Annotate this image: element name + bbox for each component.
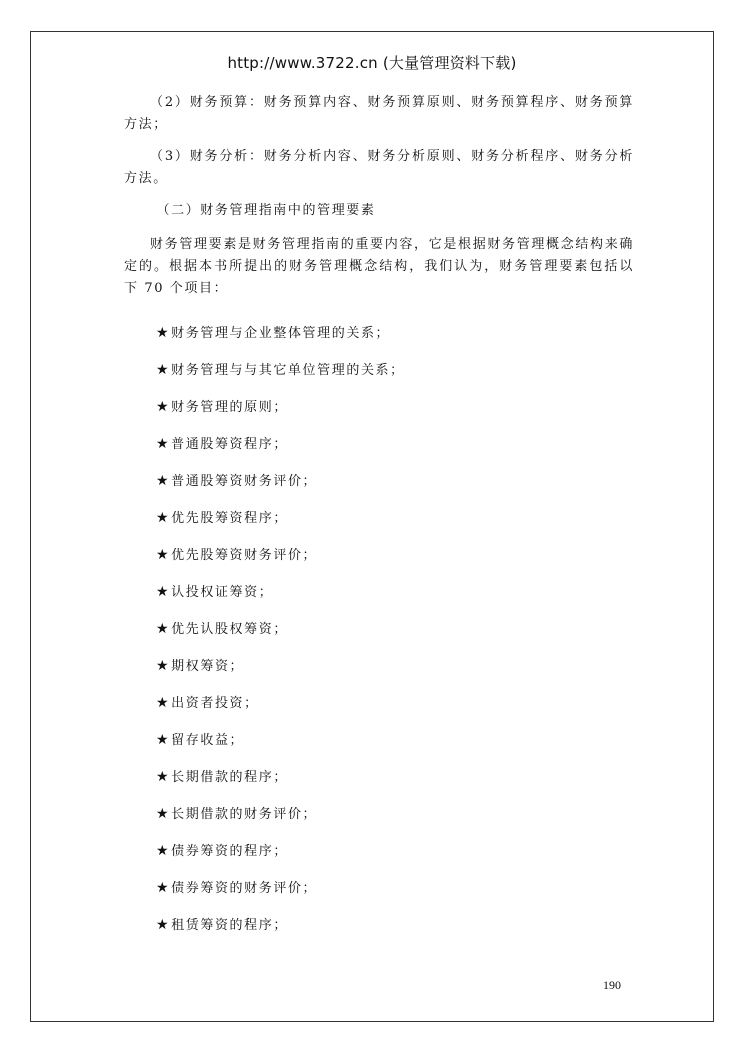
- list-item-label: 财务管理的原则；: [171, 400, 288, 415]
- list-item-label: 优先股筹资财务评价；: [171, 548, 318, 563]
- paragraph-financial-analysis: （3）财务分析：财务分析内容、财务分析原则、财务分析程序、财务分析方法。: [124, 149, 634, 186]
- list-item-label: 普通股筹资财务评价；: [171, 474, 318, 489]
- black-star-icon: ★: [156, 473, 171, 489]
- list-item: [124, 692, 634, 729]
- list-item: [124, 840, 634, 877]
- black-star-icon: ★: [156, 436, 171, 452]
- black-star-icon: ★: [156, 880, 171, 896]
- paragraph-financial-budget: （2）财务预算：财务预算内容、财务预算原则、财务预算程序、财务预算方法；: [124, 95, 634, 132]
- list-item-label: 认投权证筹资；: [171, 585, 274, 600]
- black-star-icon: ★: [156, 843, 171, 859]
- black-star-icon: ★: [156, 399, 171, 415]
- list-item-label: 债券筹资的财务评价；: [171, 881, 318, 896]
- black-star-icon: ★: [156, 917, 171, 933]
- black-star-icon: ★: [156, 658, 171, 674]
- list-item: [124, 581, 634, 618]
- paragraph-intro: 财务管理要素是财务管理指南的重要内容，它是根据财务管理概念结构来确定的。根据本书所提出的财务管理概念结构，我们认为，财务管理要素包括以下 70 个项目：: [124, 237, 634, 296]
- black-star-icon: ★: [156, 547, 171, 563]
- list-item-label: 出资者投资；: [171, 696, 259, 711]
- list-item-label: 长期借款的财务评价；: [171, 807, 318, 822]
- black-star-icon: ★: [156, 806, 171, 822]
- list-item: [124, 433, 634, 470]
- black-star-icon: ★: [156, 732, 171, 748]
- list-item-label: 财务管理与与其它单位管理的关系；: [171, 363, 405, 378]
- list-item: [124, 803, 634, 840]
- list-item: [124, 729, 634, 766]
- list-item: [124, 914, 634, 951]
- list-item-label: 留存收益；: [171, 733, 245, 748]
- list-item: [124, 618, 634, 655]
- list-item: [124, 507, 634, 544]
- black-star-icon: ★: [156, 510, 171, 526]
- list-item: [124, 655, 634, 692]
- list-item-label: 期权筹资；: [171, 659, 245, 674]
- black-star-icon: ★: [156, 769, 171, 785]
- list-item-label: 财务管理与企业整体管理的关系；: [171, 326, 391, 341]
- list-item: [124, 359, 634, 396]
- header-url[interactable]: http://www.3722.cn (大量管理资料下载): [227, 54, 517, 72]
- black-star-icon: ★: [156, 325, 171, 341]
- list-item: [124, 544, 634, 581]
- list-item: [124, 396, 634, 433]
- list-item-label: 债券筹资的程序；: [171, 844, 288, 859]
- management-elements-list: [124, 322, 634, 951]
- list-item-label: 普通股筹资程序；: [171, 437, 288, 452]
- list-item: [124, 322, 634, 359]
- list-item: [124, 470, 634, 507]
- black-star-icon: ★: [156, 584, 171, 600]
- black-star-icon: ★: [156, 695, 171, 711]
- list-item: [124, 766, 634, 803]
- list-item-label: 租赁筹资的程序；: [171, 918, 288, 933]
- document-body: [124, 92, 634, 951]
- black-star-icon: ★: [156, 362, 171, 378]
- list-item-label: 优先股筹资程序；: [171, 511, 288, 526]
- black-star-icon: ★: [156, 621, 171, 637]
- page-number: 190: [603, 978, 621, 992]
- list-item: [124, 877, 634, 914]
- section-heading: （二）财务管理指南中的管理要素: [156, 203, 376, 218]
- list-item-label: 长期借款的程序；: [171, 770, 288, 785]
- list-item-label: 优先认股权筹资；: [171, 622, 288, 637]
